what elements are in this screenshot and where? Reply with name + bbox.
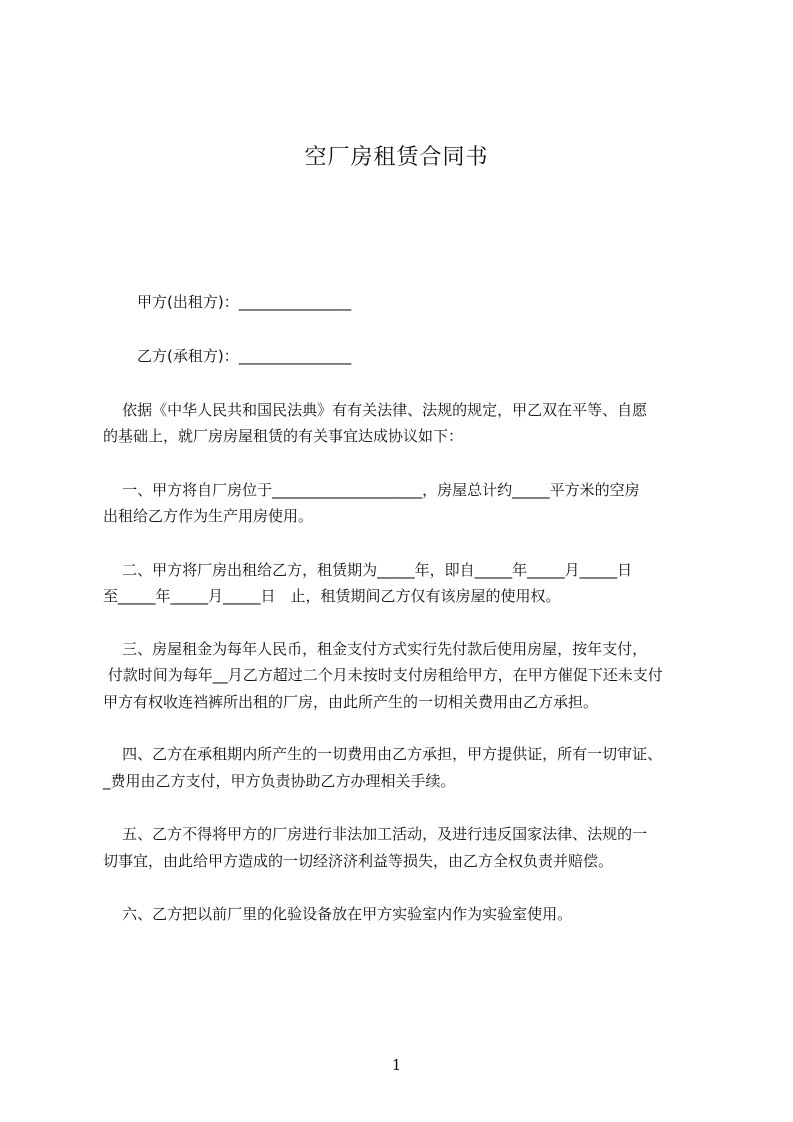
clause-2-line-1: 二、甲方将厂房出租给乙方，租赁期为_____年，即自_____年_____月_____日 <box>103 561 633 579</box>
clause-4-line-2: _费用由乙方支付，甲方负责协助乙方办理相关手续。 <box>103 772 456 790</box>
page-number: 1 <box>391 1056 402 1074</box>
intro-line-1: 依据《中华人民共和国民法典》有有关法律、法规的规定，甲乙双在平等、自愿 <box>103 401 648 419</box>
clause-1-line-1: 一、甲方将自厂房位于____________________，房屋总计约_____平方米的空房 <box>103 481 640 499</box>
clause-4-line-1: 四、乙方在承租期内所产生的一切费用由乙方承担，甲方提供证，所有一切审证、 <box>103 745 663 763</box>
intro-line-2: 的基础上，就厂房房屋租赁的有关事宜达成协议如下： <box>103 427 464 445</box>
clause-3-line-2: 付款时间为每年__月乙方超过二个月未按时支付房租给甲方，在甲方催促下还未支付 <box>103 666 663 684</box>
party-b-line: 乙方(承租方)：_______________ <box>137 347 352 365</box>
clause-6-line-1: 六、乙方把以前厂里的化验设备放在甲方实验室内作为实验室使用。 <box>103 905 573 923</box>
clause-3-line-3: 甲方有权收连裆裤所出租的厂房，由此所产生的一切相关费用由乙方承担。 <box>103 693 599 711</box>
clause-3-line-1: 三、房屋租金为每年人民币，租金支付方式实行先付款后使用房屋，按年支付， <box>103 640 648 658</box>
clause-2-line-2: 至_____年_____月_____日 止，租赁期间乙方仅有该房屋的使用权。 <box>103 587 561 605</box>
page-title: 空厂房租赁合同书 <box>304 145 489 170</box>
clause-5-line-1: 五、乙方不得将甲方的厂房进行非法加工活动，及进行违反国家法律、法规的一 <box>103 825 648 843</box>
clause-5-line-2: 切事宜，由此给甲方造成的一切经济济利益等损失，由乙方全权负责并赔偿。 <box>103 852 614 870</box>
party-a-line: 甲方(出租方)：_______________ <box>137 293 352 311</box>
clause-1-line-2: 出租给乙方作为生产用房使用。 <box>103 507 314 525</box>
